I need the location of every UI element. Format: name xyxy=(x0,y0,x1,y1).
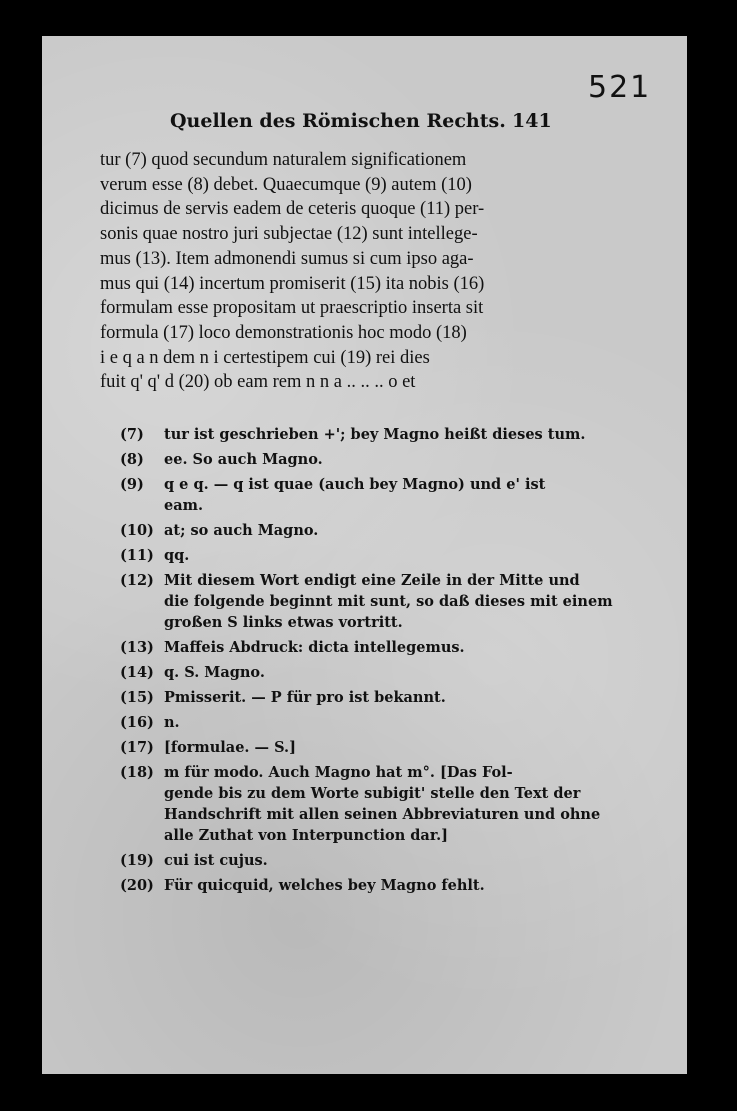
footnote-text: gende bis zu dem Worte subigit' stelle den Text der xyxy=(164,785,581,802)
footnote-number: (11) xyxy=(120,547,154,564)
footnote-text: cui ist cujus. xyxy=(164,852,268,869)
footnote xyxy=(120,850,580,871)
footnote xyxy=(120,662,580,683)
footnote-text: alle Zuthat von Interpunction dar.] xyxy=(164,827,449,844)
body-line: mus qui (14) incertum promiserit (15) ita nobis (16) xyxy=(100,273,485,294)
footnote-number: (17) xyxy=(120,739,154,756)
footnote-text: ee. So auch Magno. xyxy=(164,451,323,468)
footnote-text: n. xyxy=(164,714,180,731)
footnote xyxy=(120,520,580,541)
footnote-text: Pmisserit. — P für pro ist bekannt. xyxy=(164,689,446,706)
footnote-text: die folgende beginnt mit sunt, so daß dieses mit einem xyxy=(164,593,613,610)
footnote xyxy=(120,637,580,658)
footnote xyxy=(120,875,580,896)
body-line: verum esse (8) debet. Quaecumque (9) autem (10) xyxy=(100,174,472,195)
footnote xyxy=(120,545,580,566)
body-line: i e q a n dem n i certestipem cui (19) rei dies xyxy=(100,347,430,368)
footnote xyxy=(120,712,580,733)
footnote-number: (7) xyxy=(120,426,144,443)
footnote xyxy=(120,474,580,516)
footnote-number: (10) xyxy=(120,522,154,539)
body-line: sonis quae nostro juri subjectae (12) sunt intellege- xyxy=(100,224,478,245)
footnote-text: Für quicquid, welches bey Magno fehlt. xyxy=(164,877,485,894)
footnote xyxy=(120,762,601,846)
body-line: formulam esse propositam ut praescriptio inserta sit xyxy=(100,298,484,319)
footnote-text: Mit diesem Wort endigt eine Zeile in der Mitte und xyxy=(164,572,580,589)
footnote-text: m für modo. Auch Magno hat m°. [Das Fol- xyxy=(164,764,513,781)
running-title: Quellen des Römischen Rechts. xyxy=(170,110,506,132)
latin-body-text xyxy=(100,148,570,395)
footnote-number: (13) xyxy=(120,639,154,656)
footnote-text: qq. xyxy=(164,547,190,564)
footnote-text: [formulae. — S.] xyxy=(164,739,296,756)
footnote-number: (19) xyxy=(120,852,154,869)
body-line: mus (13). Item admonendi sumus si cum ipso aga- xyxy=(100,248,474,269)
footnotes xyxy=(120,424,613,900)
footnote-text: Maffeis Abdruck: dicta intellegemus. xyxy=(164,639,465,656)
footnote xyxy=(120,687,580,708)
body-line: fuit q' q' d (20) ob eam rem n n a .. .. .. o et xyxy=(100,372,416,393)
footnote xyxy=(120,449,580,470)
footnote-number: (18) xyxy=(120,764,154,781)
body-line: dicimus de servis eadem de ceteris quoque (11) per- xyxy=(100,199,485,220)
page-number: 141 xyxy=(512,110,552,132)
footnote-text: q e q. — q ist quae (auch bey Magno) und e' ist xyxy=(164,476,546,493)
footnote-number: (9) xyxy=(120,476,144,493)
footnote xyxy=(120,737,580,758)
footnote-text: q. S. Magno. xyxy=(164,664,265,681)
body-line: formula (17) loco demonstrationis hoc modo (18) xyxy=(100,322,467,343)
footnote-text: großen S links etwas vortritt. xyxy=(164,614,403,631)
handwritten-folio-number: 521 xyxy=(588,70,652,105)
footnote-text: Handschrift mit allen seinen Abbreviaturen und ohne xyxy=(164,806,601,823)
footnote-text: at; so auch Magno. xyxy=(164,522,319,539)
footnote-text: tur ist geschrieben +'; bey Magno heißt dieses tum. xyxy=(164,426,586,443)
footnote xyxy=(120,570,613,633)
footnote-number: (20) xyxy=(120,877,154,894)
footnote-number: (16) xyxy=(120,714,154,731)
footnote xyxy=(120,424,586,445)
footnote-number: (14) xyxy=(120,664,154,681)
footnote-text: eam. xyxy=(164,497,204,514)
body-line: tur (7) quod secundum naturalem significationem xyxy=(100,150,467,170)
footnote-number: (15) xyxy=(120,689,154,706)
footnote-number: (8) xyxy=(120,451,144,468)
footnote-number: (12) xyxy=(120,572,154,589)
